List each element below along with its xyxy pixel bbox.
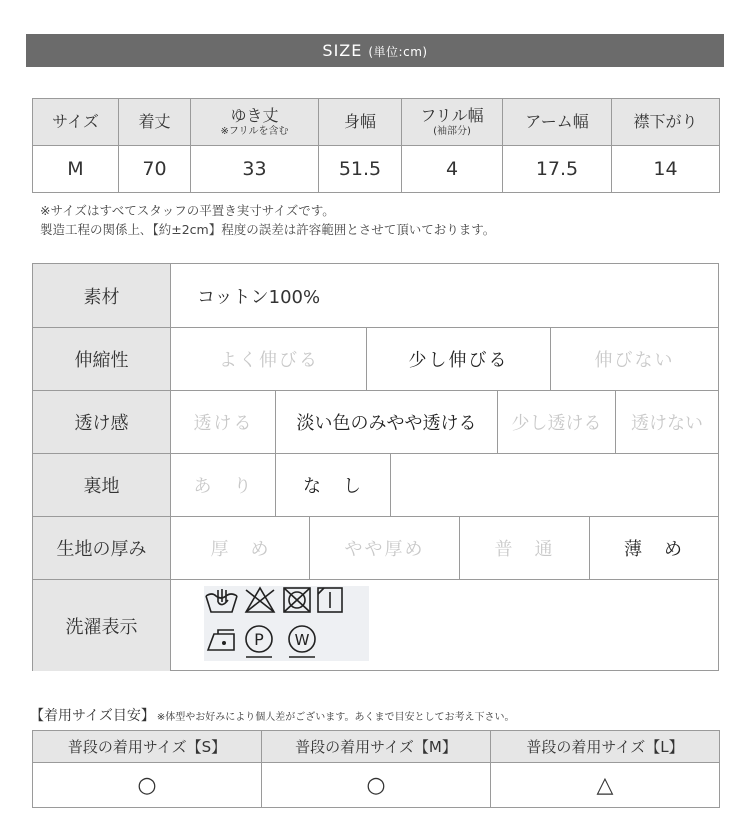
label-care: 洗濯表示 [33, 580, 171, 671]
row-thickness [33, 516, 718, 579]
option-stretch-high: よく伸びる [172, 328, 367, 390]
care-symbols-area [172, 580, 718, 671]
option-sheer-light-colors: 淡い色のみやや透ける [276, 391, 498, 453]
fit-guide-title [30, 705, 514, 725]
fit-guide-col-l: 普段の着用サイズ【L】 [491, 731, 720, 763]
care-symbols-label [204, 586, 369, 661]
fit-mark-s: ○ [33, 763, 262, 808]
option-sheer-no: 透けない [631, 413, 703, 434]
wet-clean-letter: W [294, 631, 310, 649]
fit-mark-m: ○ [262, 763, 491, 808]
value-material: コットン100% [197, 286, 321, 308]
row-care [33, 579, 718, 671]
label-thickness: 生地の厚み [33, 517, 171, 579]
banner-unit: (単位:cm) [368, 45, 428, 59]
option-thickness-slightly-thick: やや厚め [310, 517, 460, 579]
option-sheer-yes: 透ける [172, 391, 276, 453]
header-frill-width: フリル幅 (袖部分) [402, 99, 503, 146]
no-bleach-icon [246, 588, 274, 612]
fit-guide-note: ※体型やお好みにより個人差がございます。あくまで目安としてお考え下さい。 [156, 712, 515, 723]
measurement-notes [40, 201, 495, 239]
fit-guide-col-s: 普段の着用サイズ【S】 [33, 731, 262, 763]
value-sleeve-length: 33 [191, 146, 319, 193]
size-table-header [33, 99, 720, 146]
dry-clean-letter: P [254, 630, 264, 649]
line-dry-icon [318, 588, 342, 612]
label-stretch: 伸縮性 [33, 328, 171, 390]
note-line: 製造工程の関係上､【約±2cm】程度の誤差は許容範囲とさせて頂いております。 [40, 222, 496, 237]
option-stretch-none: 伸びない [594, 350, 675, 371]
header-sleeve-length: ゆき丈 ※フリルを含む [191, 99, 319, 146]
row-lining [33, 453, 718, 516]
size-banner [26, 34, 724, 67]
option-thickness-thin: 薄 め [624, 539, 684, 560]
fabric-attributes-table [32, 263, 719, 671]
header-size: サイズ [33, 99, 119, 146]
fit-guide-heading: 【着用サイズ目安】 [30, 708, 155, 724]
value-arm-width: 17.5 [503, 146, 612, 193]
fit-guide-col-m: 普段の着用サイズ【M】 [262, 731, 491, 763]
size-table [32, 98, 720, 193]
hand-wash-40-icon [206, 589, 237, 612]
label-lining: 裏地 [33, 454, 171, 516]
value-frill-width: 4 [402, 146, 503, 193]
row-material [33, 264, 718, 327]
option-thickness-thick: 厚 め [172, 517, 310, 579]
value-length: 70 [119, 146, 191, 193]
option-stretch-some: 少し伸びる [367, 328, 551, 390]
no-tumble-dry-icon [284, 588, 310, 612]
note-line: ※サイズはすべてスタッフの平置き実寸サイズです。 [40, 203, 335, 218]
value-body-width: 51.5 [319, 146, 402, 193]
value-neck-drop: 14 [612, 146, 720, 193]
fit-guide-row [33, 763, 720, 808]
option-sheer-slight: 少し透ける [498, 391, 616, 453]
option-lining-no: な し [276, 454, 391, 516]
option-thickness-normal: 普 通 [460, 517, 590, 579]
fit-mark-l: △ [491, 763, 720, 808]
header-body-width: 身幅 [319, 99, 402, 146]
header-length: 着丈 [119, 99, 191, 146]
header-arm-width: アーム幅 [503, 99, 612, 146]
iron-low-icon [208, 630, 234, 650]
banner-title: SIZE [322, 41, 363, 60]
value-size: M [33, 146, 119, 193]
label-sheer: 透け感 [33, 391, 171, 453]
care-symbols-svg [204, 586, 369, 661]
header-neck-drop: 襟下がり [612, 99, 720, 146]
option-lining-yes: あ り [172, 454, 276, 516]
size-table-row [33, 146, 720, 193]
fit-guide-table [32, 730, 720, 808]
fit-guide-header [33, 731, 720, 763]
row-stretch [33, 327, 718, 390]
label-material: 素材 [33, 264, 171, 327]
row-sheer [33, 390, 718, 453]
